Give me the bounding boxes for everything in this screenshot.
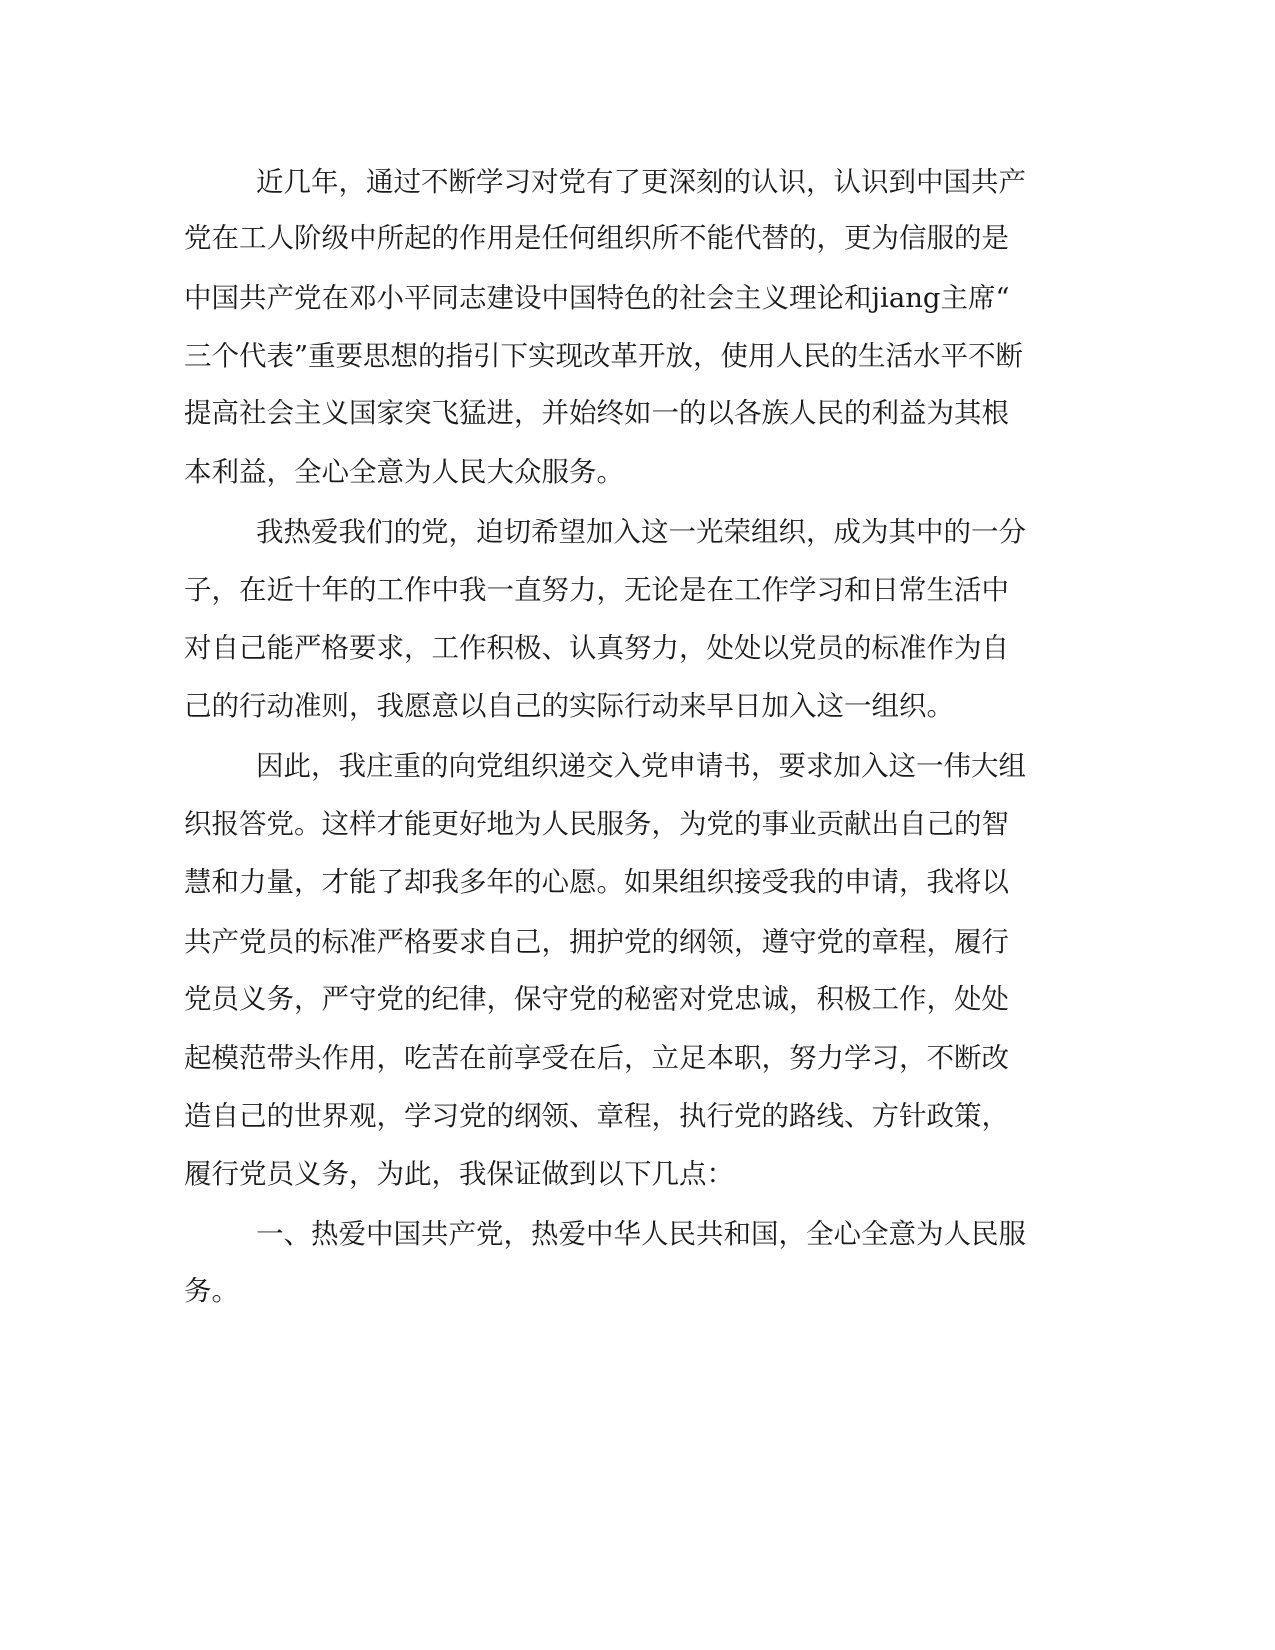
paragraph-1-line-3: 中国共产党在邓小平同志建设中国特色的社会主义理论和jiang主席“ xyxy=(184,282,1010,314)
paragraph-3-line-4: 共产党员的标准严格要求自己，拥护党的纲领，遵守党的章程，履行 xyxy=(184,926,1009,958)
paragraph-2-line-2: 子，在近十年的工作中我一直努力，无论是在工作学习和日常生活中 xyxy=(184,574,1009,606)
paragraph-2-line-3: 对自己能严格要求，工作积极、认真努力，处处以党员的标准作为自 xyxy=(184,632,1009,664)
paragraph-3-line-3: 慧和力量，才能了却我多年的心愿。如果组织接受我的申请，我将以 xyxy=(184,866,1009,898)
paragraph-1-line-1: 近几年，通过不断学习对党有了更深刻的认识，认识到中国共产 xyxy=(256,166,1026,198)
paragraph-3-line-1: 因此，我庄重的向党组织递交入党申请书，要求加入这一伟大组 xyxy=(256,750,1026,782)
paragraph-4-line-1: 一、热爱中国共产党，热爱中华人民共和国，全心全意为人民服 xyxy=(256,1218,1026,1250)
paragraph-1-line-5: 提高社会主义国家突飞猛进，并始终如一的以各族人民的利益为其根 xyxy=(184,397,1009,429)
paragraph-3-line-7: 造自己的世界观，学习党的纲领、章程，执行党的路线、方针政策， xyxy=(184,1100,1009,1132)
paragraph-3-line-8: 履行党员义务，为此，我保证做到以下几点： xyxy=(184,1158,734,1190)
paragraph-1-line-6: 本利益，全心全意为人民大众服务。 xyxy=(184,456,624,488)
paragraph-3-line-6: 起模范带头作用，吃苦在前享受在后，立足本职，努力学习，不断改 xyxy=(184,1042,1009,1074)
paragraph-2-line-4: 己的行动准则，我愿意以自己的实际行动来早日加入这一组织。 xyxy=(184,690,954,722)
paragraph-4-line-2: 务。 xyxy=(184,1275,239,1307)
paragraph-2-line-1: 我热爱我们的党，迫切希望加入这一光荣组织，成为其中的一分 xyxy=(256,516,1026,548)
paragraph-3-line-5: 党员义务，严守党的纪律，保守党的秘密对党忠诚，积极工作，处处 xyxy=(184,983,1009,1015)
paragraph-3-line-2: 织报答党。这样才能更好地为人民服务，为党的事业贡献出自己的智 xyxy=(184,808,1009,840)
paragraph-1-line-4: 三个代表”重要思想的指引下实现改革开放，使用人民的生活水平不断 xyxy=(184,340,1024,372)
paragraph-1-line-2: 党在工人阶级中所起的作用是任何组织所不能代替的，更为信服的是 xyxy=(184,222,1009,254)
